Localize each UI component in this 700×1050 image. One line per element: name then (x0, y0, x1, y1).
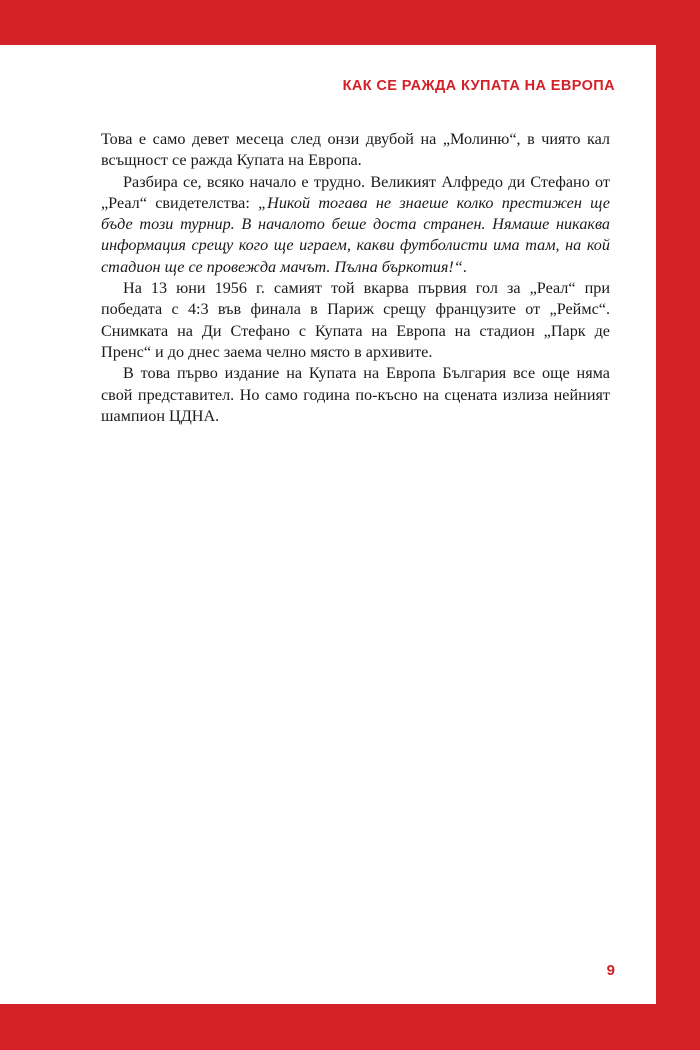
paragraph-2 (101, 172, 610, 278)
paragraph-3: На 13 юни 1956 г. самият той вкарва първия гол за „Реал“ при победата с 4:3 във финала в Париж срещу французите от „Реймс“. Снимката на Ди Стефано с Купата на Европа на стадион „Парк де Пренс“ и до днес заема челно място в архивите. (101, 279, 610, 361)
di-stefano-quote: „Никой тогава не знаеше колко престижен ще бъде този турнир. В началото беше доста странен. Нямаше никаква информация срещу кого ще играем, какви футболисти има там, на кой стадион ще се провежда мачът. Пълна бъркотия!“ (101, 193, 610, 276)
article-body (101, 129, 610, 427)
page-sheet (0, 45, 656, 1004)
running-title: КАК СЕ РАЖДА КУПАТА НА ЕВРОПА (342, 78, 615, 94)
page-number: 9 (606, 962, 615, 979)
paragraph-4: В това първо издание на Купата на Европа България все още няма свой представител. Но само година по-късно на сцената излиза нейният шампион ЦДНА. (101, 364, 610, 425)
paragraph-2-lead: Разбира се, всяко начало е трудно. Великият Алфредо ди Стефано от „Реал“ свидетелства: (101, 172, 610, 212)
paragraph-1: Това е само девет месеца след онзи двубой на „Молиню“, в чиято кал всъщност се ражда Купата на Европа. (101, 130, 610, 170)
paragraph-2-end: . (462, 257, 467, 276)
